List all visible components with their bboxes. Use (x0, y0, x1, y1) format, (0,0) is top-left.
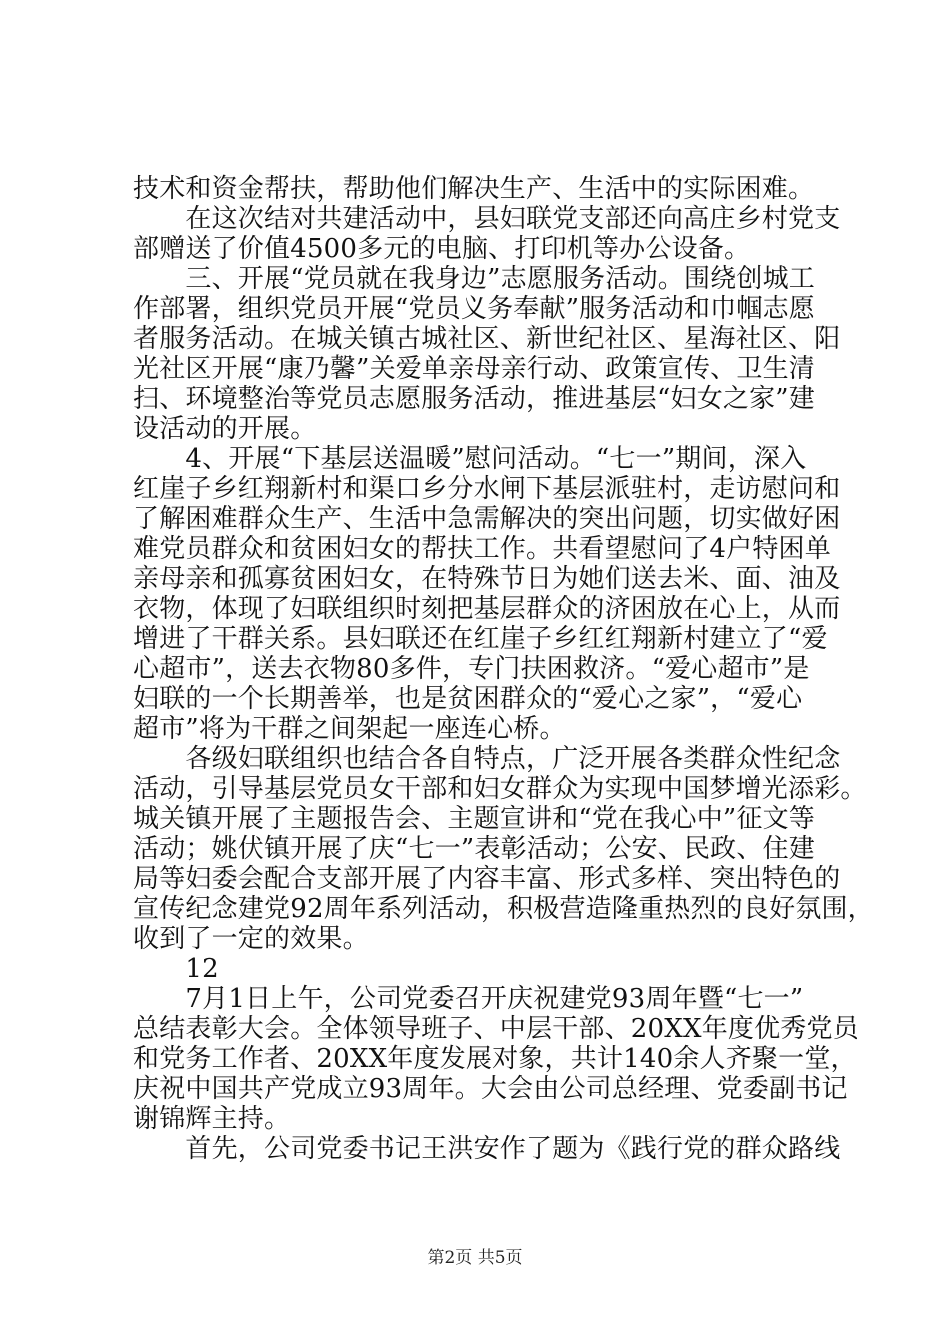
text-line: 宣传纪念建党92周年系列活动，积极营造隆重热烈的良好氛围， (133, 894, 874, 924)
text-line: 在这次结对共建活动中，县妇联党支部还向高庄乡村党支 (133, 204, 841, 234)
text-line: 妇联的一个长期善举，也是贫困群众的“爱心之家”，“爱心 (133, 684, 803, 714)
text-line: 技术和资金帮扶，帮助他们解决生产、生活中的实际困难。 (133, 174, 815, 204)
text-line: 亲母亲和孤寡贫困妇女，在特殊节日为她们送去米、面、油及 (133, 564, 841, 594)
text-line: 活动，引导基层党员女干部和妇女群众为实现中国梦增光添彩。 (133, 774, 867, 804)
document-body (133, 174, 874, 1164)
text-line: 局等妇委会配合支部开展了内容丰富、形式多样、突出特色的 (133, 864, 841, 894)
text-line: 部赠送了价值4500多元的电脑、打印机等办公设备。 (133, 234, 751, 264)
text-line: 7月1日上午，公司党委召开庆祝建党93周年暨“七一” (133, 984, 804, 1014)
text-line: 12 (133, 954, 219, 984)
text-line: 衣物，体现了妇联组织时刻把基层群众的济困放在心上，从而 (133, 594, 841, 624)
text-line: 和党务工作者、20XX年度发展对象，共计140余人齐聚一堂， (133, 1044, 857, 1074)
page-number-label: 第2页 共5页 (427, 1248, 523, 1268)
text-line: 心超市”，送去衣物80多件，专门扶困救济。“爱心超市”是 (133, 654, 810, 684)
text-line: 各级妇联组织也结合各自特点，广泛开展各类群众性纪念 (133, 744, 841, 774)
text-line: 总结表彰大会。全体领导班子、中层干部、20XX年度优秀党员 (133, 1014, 859, 1044)
text-line: 光社区开展“康乃馨”关爱单亲母亲行动、政策宣传、卫生清 (133, 354, 815, 384)
text-line: 谢锦辉主持。 (133, 1104, 291, 1134)
text-line: 城关镇开展了主题报告会、主题宣讲和“党在我心中”征文等 (133, 804, 815, 834)
text-line: 4、开展“下基层送温暖”慰问活动。“七一”期间，深入 (133, 444, 807, 474)
text-line: 了解困难群众生产、生活中急需解决的突出问题，切实做好困 (133, 504, 841, 534)
text-line: 增进了干群关系。县妇联还在红崖子乡红红翔新村建立了“爱 (133, 624, 828, 654)
text-line: 首先，公司党委书记王洪安作了题为《践行党的群众路线 (133, 1134, 841, 1164)
text-line: 难党员群众和贫困妇女的帮扶工作。共看望慰问了4户特困单 (133, 534, 831, 564)
text-line: 作部署，组织党员开展“党员义务奉献”服务活动和巾帼志愿 (133, 294, 815, 324)
text-line: 扫、环境整治等党员志愿服务活动，推进基层“妇女之家”建 (133, 384, 815, 414)
text-line: 超市”将为干群之间架起一座连心桥。 (133, 714, 566, 744)
page-footer (0, 1243, 950, 1268)
text-line: 收到了一定的效果。 (133, 924, 369, 954)
text-line: 者服务活动。在城关镇古城社区、新世纪社区、星海社区、阳 (133, 324, 841, 354)
text-line: 设活动的开展。 (133, 414, 317, 444)
text-line: 红崖子乡红翔新村和渠口乡分水闸下基层派驻村，走访慰问和 (133, 474, 841, 504)
text-line: 活动；姚伏镇开展了庆“七一”表彰活动；公安、民政、住建 (133, 834, 815, 864)
text-line: 三、开展“党员就在我身边”志愿服务活动。围绕创城工 (133, 264, 815, 294)
text-line: 庆祝中国共产党成立93周年。大会由公司总经理、党委副书记 (133, 1074, 848, 1104)
